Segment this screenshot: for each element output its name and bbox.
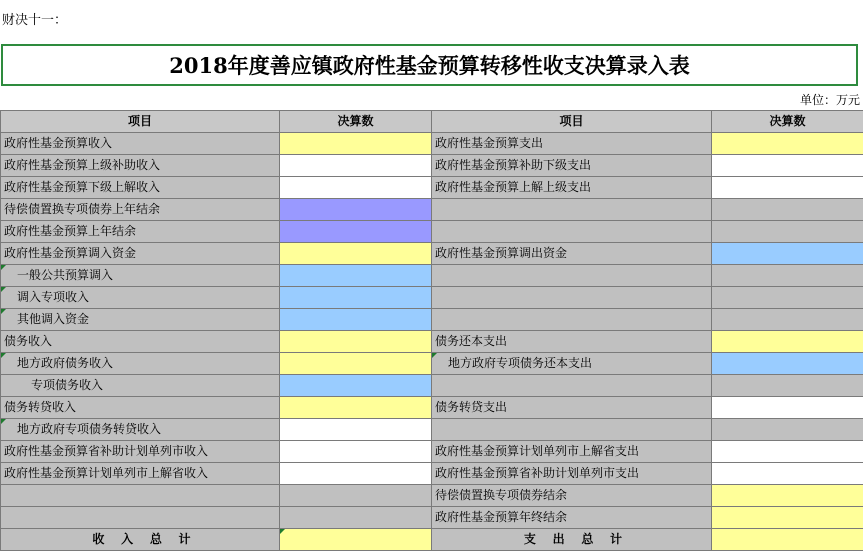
left-value-cell[interactable]	[280, 287, 432, 309]
left-item-label[interactable]	[1, 419, 280, 441]
table-row	[1, 265, 863, 287]
right-value-cell[interactable]	[712, 397, 863, 419]
left-item-text: 调入专项收入	[17, 290, 90, 304]
comment-marker-icon	[1, 309, 6, 314]
right-item-text: 地方政府专项债务还本支出	[448, 356, 593, 370]
table-row	[1, 199, 863, 221]
left-item-text: 债务收入	[4, 334, 53, 348]
income-total-value[interactable]	[280, 529, 432, 551]
table-row	[1, 243, 863, 265]
right-item-text: 政府性基金预算支出	[435, 136, 544, 150]
right-item-text: 政府性基金预算调出资金	[435, 246, 568, 260]
right-item-label[interactable]	[432, 331, 712, 353]
right-value-cell[interactable]	[712, 199, 863, 221]
left-value-cell[interactable]	[280, 507, 432, 529]
comment-marker-icon	[432, 353, 437, 358]
right-item-label[interactable]	[432, 419, 712, 441]
left-item-text: 债务转贷收入	[4, 400, 77, 414]
header-row	[1, 111, 863, 133]
left-value-cell[interactable]	[280, 133, 432, 155]
left-value-cell[interactable]	[280, 463, 432, 485]
left-value-cell[interactable]	[280, 221, 432, 243]
left-item-text: 其他调入资金	[17, 312, 90, 326]
left-item-text: 政府性基金预算省补助计划单列市收入	[4, 444, 209, 458]
left-item-text: 政府性基金预算调入资金	[4, 246, 137, 260]
left-value-cell[interactable]	[280, 485, 432, 507]
sheet-label: 财决十一：	[2, 13, 68, 28]
left-item-text: 地方政府债务收入	[17, 356, 114, 370]
right-item-label[interactable]	[432, 441, 712, 463]
left-item-label[interactable]	[1, 133, 280, 155]
right-item-label[interactable]	[432, 375, 712, 397]
table-row	[1, 397, 863, 419]
right-item-label[interactable]	[432, 507, 712, 529]
left-value-cell[interactable]	[280, 353, 432, 375]
right-value-cell[interactable]	[712, 353, 863, 375]
left-item-text: 政府性基金预算上级补助收入	[4, 158, 161, 172]
expense-total-value[interactable]	[712, 529, 863, 551]
left-item-label[interactable]	[1, 287, 280, 309]
left-value-cell[interactable]	[280, 177, 432, 199]
left-item-label[interactable]	[1, 309, 280, 331]
right-item-label[interactable]	[432, 199, 712, 221]
unit-label: 单位：万元	[799, 93, 860, 107]
left-item-text: 专项债务收入	[31, 378, 104, 392]
right-value-cell[interactable]	[712, 155, 863, 177]
left-value-cell[interactable]	[280, 397, 432, 419]
table-row	[1, 155, 863, 177]
right-item-label[interactable]	[432, 265, 712, 287]
left-item-text: 政府性基金预算下级上解收入	[4, 180, 161, 194]
right-item-label[interactable]	[432, 353, 712, 375]
table-row	[1, 353, 863, 375]
header-value-left[interactable]: 决算数	[280, 111, 432, 133]
table-row	[1, 485, 863, 507]
right-value-cell[interactable]	[712, 507, 863, 529]
left-item-label[interactable]	[1, 485, 280, 507]
left-item-label[interactable]	[1, 353, 280, 375]
comment-marker-icon	[280, 529, 285, 534]
right-item-text: 债务还本支出	[435, 334, 508, 348]
right-item-label[interactable]	[432, 155, 712, 177]
budget-table	[0, 110, 863, 551]
table-row	[1, 309, 863, 331]
header-item-left[interactable]: 项目	[1, 111, 280, 133]
left-item-label[interactable]	[1, 441, 280, 463]
right-value-cell[interactable]	[712, 177, 863, 199]
income-total-label[interactable]: 收 入 总 计	[1, 529, 280, 551]
right-value-cell[interactable]	[712, 419, 863, 441]
left-item-label[interactable]	[1, 243, 280, 265]
totals-row	[1, 529, 863, 551]
table-row	[1, 331, 863, 353]
right-value-cell[interactable]	[712, 375, 863, 397]
right-value-cell[interactable]	[712, 485, 863, 507]
right-item-text: 政府性基金预算上解上级支出	[435, 180, 592, 194]
left-item-label[interactable]	[1, 463, 280, 485]
comment-marker-icon	[1, 287, 6, 292]
left-item-text: 地方政府专项债务转贷收入	[17, 422, 162, 436]
left-value-cell[interactable]	[280, 199, 432, 221]
left-item-text: 政府性基金预算收入	[4, 136, 113, 150]
right-item-text: 债务转贷支出	[435, 400, 508, 414]
left-item-text: 政府性基金预算计划单列市上解省收入	[4, 466, 209, 480]
left-item-label[interactable]	[1, 155, 280, 177]
table-row	[1, 507, 863, 529]
left-item-label[interactable]	[1, 221, 280, 243]
table-row	[1, 133, 863, 155]
right-value-cell[interactable]	[712, 221, 863, 243]
right-item-text: 政府性基金预算年终结余	[435, 510, 568, 524]
table-row	[1, 419, 863, 441]
right-item-label[interactable]	[432, 243, 712, 265]
header-item-right[interactable]: 项目	[432, 111, 712, 133]
left-item-label[interactable]	[1, 331, 280, 353]
left-item-label[interactable]	[1, 375, 280, 397]
right-item-label[interactable]	[432, 485, 712, 507]
left-item-label[interactable]	[1, 507, 280, 529]
table-row	[1, 221, 863, 243]
left-item-text: 一般公共预算调入	[17, 268, 114, 282]
left-value-cell[interactable]	[280, 441, 432, 463]
left-value-cell[interactable]	[280, 265, 432, 287]
right-value-cell[interactable]	[712, 133, 863, 155]
right-item-label[interactable]	[432, 221, 712, 243]
right-value-cell[interactable]	[712, 243, 863, 265]
left-item-text: 政府性基金预算上年结余	[4, 224, 137, 238]
table-row	[1, 441, 863, 463]
right-item-label[interactable]	[432, 287, 712, 309]
right-item-label[interactable]	[432, 463, 712, 485]
left-value-cell[interactable]	[280, 243, 432, 265]
right-item-text: 政府性基金预算计划单列市上解省支出	[435, 444, 640, 458]
expense-total-label[interactable]: 支 出 总 计	[432, 529, 712, 551]
header-value-right[interactable]: 决算数	[712, 111, 863, 133]
left-item-text: 待偿债置换专项债券上年结余	[4, 202, 161, 216]
form-title[interactable]: 2018年度善应镇政府性基金预算转移性收支决算录入表	[1, 44, 858, 86]
left-value-cell[interactable]	[280, 331, 432, 353]
left-item-label[interactable]	[1, 177, 280, 199]
left-item-label[interactable]	[1, 265, 280, 287]
right-value-cell[interactable]	[712, 463, 863, 485]
comment-marker-icon	[1, 265, 6, 270]
table-row	[1, 463, 863, 485]
right-item-text: 政府性基金预算省补助计划单列市支出	[435, 466, 640, 480]
comment-marker-icon	[1, 419, 6, 424]
table-row	[1, 287, 863, 309]
right-item-text: 政府性基金预算补助下级支出	[435, 158, 592, 172]
right-value-cell[interactable]	[712, 265, 863, 287]
right-value-cell[interactable]	[712, 309, 863, 331]
table-row	[1, 177, 863, 199]
left-value-cell[interactable]	[280, 155, 432, 177]
right-item-label[interactable]	[432, 397, 712, 419]
right-value-cell[interactable]	[712, 287, 863, 309]
right-value-cell[interactable]	[712, 441, 863, 463]
right-item-label[interactable]	[432, 309, 712, 331]
right-item-label[interactable]	[432, 133, 712, 155]
left-value-cell[interactable]	[280, 309, 432, 331]
table-row	[1, 375, 863, 397]
comment-marker-icon	[1, 353, 6, 358]
left-value-cell[interactable]	[280, 419, 432, 441]
right-item-label[interactable]	[432, 177, 712, 199]
right-item-text: 待偿债置换专项债券结余	[435, 488, 568, 502]
left-item-label[interactable]	[1, 397, 280, 419]
left-item-label[interactable]	[1, 199, 280, 221]
left-value-cell[interactable]	[280, 375, 432, 397]
right-value-cell[interactable]	[712, 331, 863, 353]
